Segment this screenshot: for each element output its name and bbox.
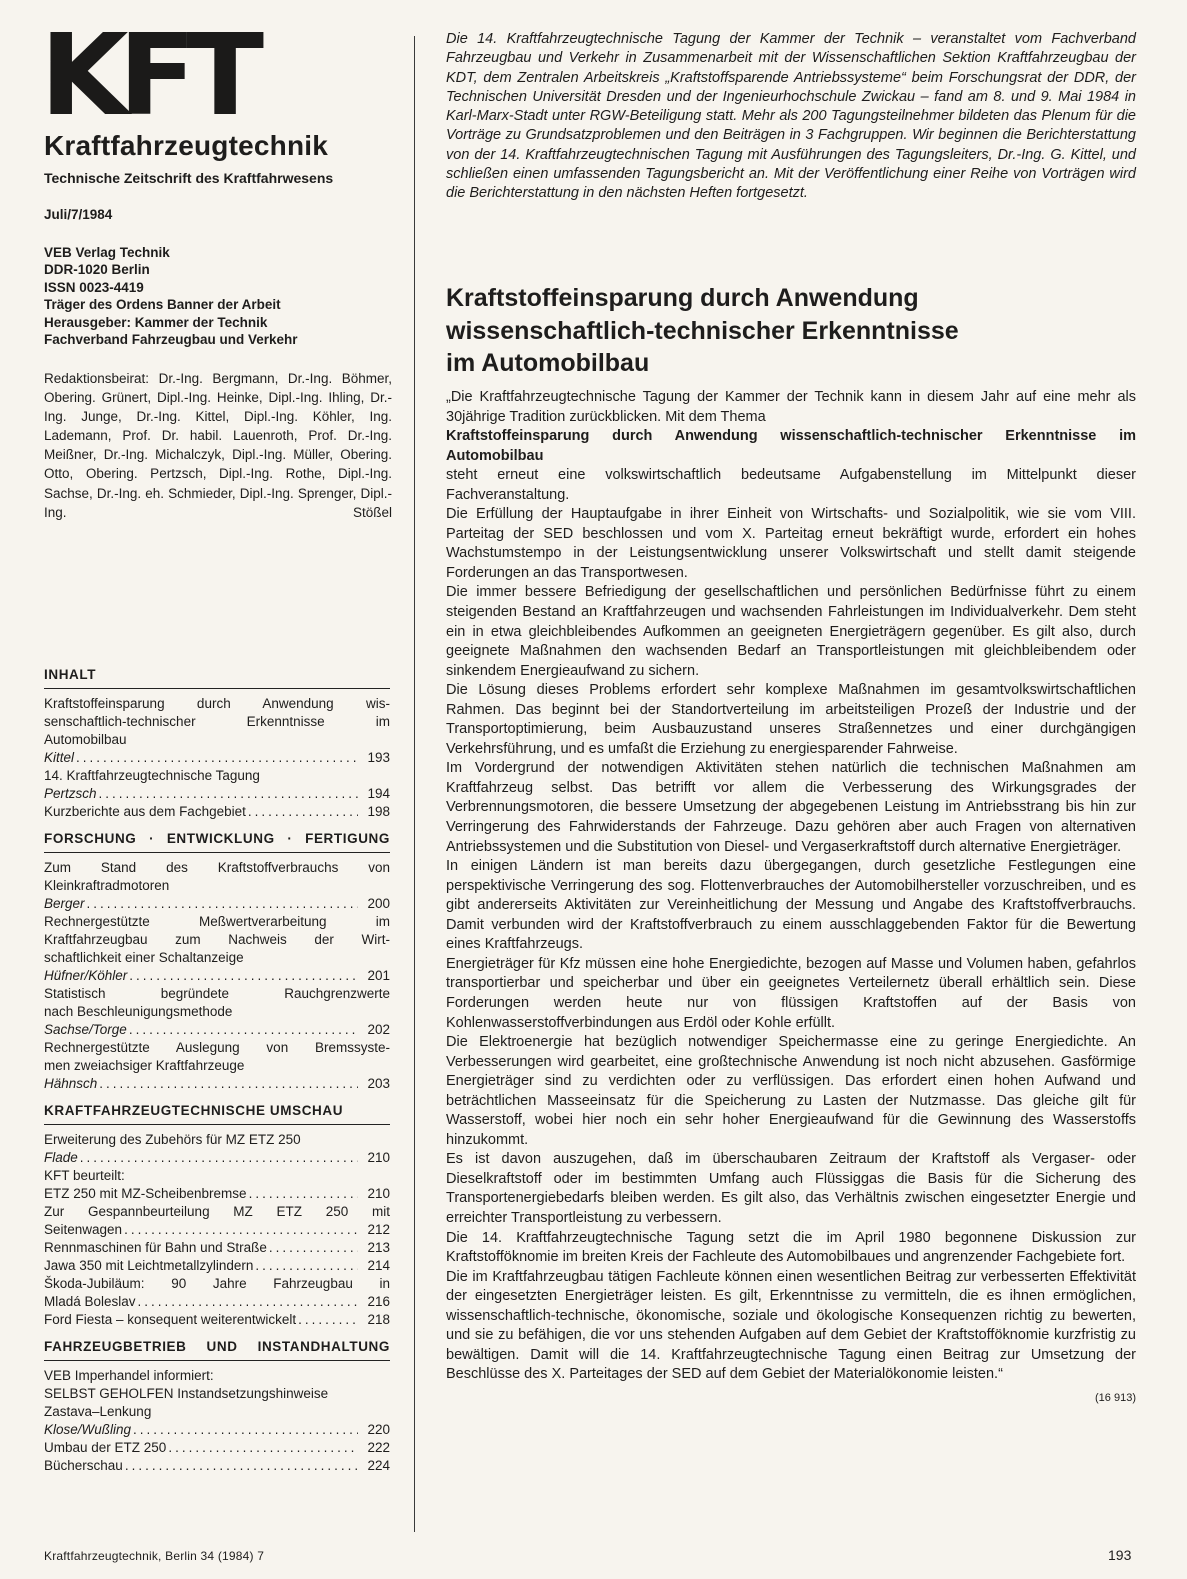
- magazine-subtitle: Technische Zeitschrift des Kraftfahrwesens: [44, 170, 334, 186]
- magazine-logo: KFT: [40, 11, 254, 141]
- toc-entry[interactable]: [44, 1149, 390, 1167]
- toc-entry-text: Kraftstoffeinsparung durch Anwendung wis-: [44, 696, 390, 711]
- body-paragraph: Die Erfüllung der Hauptaufgabe in ihrer Einheit von Wirtschafts- und Sozialpolitik, wie sie vom VIII. Parteitag der SED beschlossen und vom X. Parteitag erneut bekräftigt wurde, erfordert ein hohes Wachstumstempo in der Leistungsentwicklung unserer Volkswirtschaft und stellt damit steigende Forderungen an das Transportwesen.: [446, 506, 1136, 581]
- toc-entry-text: men zweiachsiger Kraftfahrzeuge: [44, 1058, 245, 1073]
- publisher-line: Fachverband Fahrzeugbau und Verkehr: [44, 332, 298, 348]
- publisher-line: DDR-1020 Berlin: [44, 262, 150, 278]
- toc-entry[interactable]: [44, 1021, 390, 1039]
- toc-entry[interactable]: [44, 803, 390, 821]
- body-paragraph: Die 14. Kraftfahrzeugtechnische Tagung setzt die im April 1980 begonnene Diskussion zur Kraftstofföknomie im breiten Kreis der Fachleute des Automobilbaues und angrenzender Fachgebiete fort.: [446, 1229, 1136, 1266]
- article-title-line: im Automobilbau: [446, 349, 650, 377]
- toc-entry[interactable]: [44, 1457, 390, 1475]
- toc-page: 203: [367, 1076, 390, 1091]
- editorial-board: Redaktionsbeirat: Dr.-Ing. Bergmann, Dr.-Ing. Böhmer, Obering. Grünert, Dipl.-Ing. Heinke, Dipl.-Ing. Ihling, Dr.-Ing. Junge, Dr.-Ing. Kittel, Dipl.-Ing. Köhler, Ing. Lademann, Prof. Dr. habil. Lauenroth, Prof. Dr.-Ing. Meißner, Dr.-Ing. Michalczyk, Dipl.-Ing. Müller, Obering. Otto, Obering. Pertzsch, Dipl.-Ing. Rothe, Dipl.-Ing. Sachse, Dr.-Ing. eh. Schmieder, Dipl.-Ing. Sprenger, Dipl.-Ing. Stößel: [44, 371, 392, 520]
- toc-page: 210: [367, 1186, 390, 1201]
- toc-page: 224: [367, 1458, 390, 1473]
- publisher-info: [44, 244, 298, 348]
- body-paragraph: Es ist davon auszugehen, daß im überschaubaren Zeitraum der Kraftstoff als Vergaser- oder Dieselkraftstoff oder im bestimmten Umfang auch Flüssiggas die Basis für die Sicherung des Transportenergiebedarfs bleiben werden. Es gilt also, das Verhältnis zwischen eingesetzter Energie und erreichter Transportleistung zu verbessern.: [446, 1151, 1136, 1226]
- body-paragraph: Im Vordergrund der notwendigen Aktivitäten stehen natürlich die technischen Maßnahmen am Kraftfahrzeug selbst. Das betrifft vor allem die Verbesserung des Wirkungsgrades der Verbrennungsmotoren, die bessere Umsetzung der abgegebenen Leistung im Antriebsstrang bis hin zur Verringerung des Fahrwiderstands der Fahrzeuge. Dazu gehören aber auch Fragen von alternativen Antriebssystemen und die Substitution von Diesel- und Vergaserkraftstoff durch alternative Energieträger.: [446, 760, 1136, 855]
- toc-entry[interactable]: [44, 749, 390, 767]
- toc-heading-word: FAHRZEUGBETRIEB: [44, 1339, 187, 1354]
- body-paragraph: Energieträger für Kfz müssen eine hohe Energiedichte, bezogen auf Masse und Volumen haben, gefahrlos transportierbar und speicherbar und über ein geeignetes Verteilernetz überall erhältlich sein. Diese Forderungen werden heute nur von flüssigen Kraftstoffen auf der Basis von Kohlenwasserstoffverbindungen aus Erdöl oder Kohle erfüllt.: [446, 955, 1136, 1031]
- toc-entry-text: Seitenwagen: [44, 1222, 123, 1237]
- toc-heading-word: ·: [149, 831, 155, 846]
- footer-journal-info: Kraftfahrzeugtechnik, Berlin 34 (1984) 7: [44, 1549, 265, 1563]
- toc-entry-text: Ford Fiesta – konsequent weiterentwickelt: [44, 1312, 297, 1327]
- toc-entry-text: schaftlichkeit einer Schaltanzeige: [44, 950, 244, 965]
- toc-entry[interactable]: [44, 1311, 390, 1329]
- toc-entry-text: ETZ 250 mit MZ-Scheibenbremse: [44, 1186, 247, 1201]
- toc-entry-text: SELBST GEHOLFEN Instandsetzungshinweise: [44, 1386, 329, 1401]
- toc-heading-word: INSTANDHALTUNG: [257, 1339, 390, 1354]
- toc-entry-text: Kleinkraftradmotoren: [44, 878, 170, 893]
- magazine-title: Kraftfahrzeugtechnik: [44, 130, 329, 161]
- toc-entry-text: Zur Gespannbeurteilung MZ ETZ 250 mit: [44, 1204, 390, 1219]
- toc-author: Kittel: [44, 750, 75, 765]
- article-body: [446, 388, 1136, 1408]
- toc-entry-text: Rennmaschinen für Bahn und Straße: [44, 1240, 267, 1255]
- toc-entry-text: Mladá Boleslav: [44, 1294, 136, 1309]
- toc-page: 202: [367, 1022, 390, 1037]
- toc-page: 210: [367, 1150, 390, 1165]
- toc-section-heading: [44, 829, 390, 853]
- toc-author: Flade: [44, 1150, 78, 1165]
- toc-heading-word: ·: [287, 831, 293, 846]
- toc-entry[interactable]: [44, 1257, 390, 1275]
- publisher-line: Herausgeber: Kammer der Technik: [44, 314, 268, 330]
- toc-entry-text: Bücherschau: [44, 1458, 123, 1473]
- toc-page: 222: [367, 1440, 390, 1455]
- toc-page: 200: [367, 896, 390, 911]
- toc-entry-text: senschaftlich-technischer Erkenntnisse im: [44, 714, 390, 729]
- toc-page: 194: [367, 786, 390, 801]
- toc-page: 216: [367, 1294, 390, 1309]
- toc-entry-text: Zum Stand des Kraftstoffverbrauchs von: [44, 860, 390, 875]
- toc-entry[interactable]: [44, 967, 390, 985]
- toc-author: Sachse/Torge: [44, 1022, 127, 1037]
- toc-entry-text: nach Beschleunigungsmethode: [44, 1004, 233, 1019]
- toc-entry-text: Kurzberichte aus dem Fachgebiet: [44, 804, 246, 819]
- toc-entry[interactable]: [44, 1185, 390, 1203]
- toc-entry-text: Statistisch begründete Rauchgrenzwerte: [44, 986, 390, 1001]
- table-of-contents: [44, 665, 390, 1475]
- toc-page: 213: [367, 1240, 390, 1255]
- toc-page: 193: [367, 750, 390, 765]
- publisher-line: VEB Verlag Technik: [44, 245, 170, 260]
- toc-entry-text: Umbau der ETZ 250: [44, 1440, 167, 1455]
- toc-entry-text: VEB Imperhandel informiert:: [44, 1368, 214, 1383]
- toc-entry-text: KFT beurteilt:: [44, 1168, 125, 1183]
- article-title: [446, 282, 1146, 380]
- toc-heading-word: FORSCHUNG: [44, 831, 137, 846]
- toc-entry-text: Jawa 350 mit Leichtmetallzylindern: [44, 1258, 254, 1273]
- toc-entry[interactable]: [44, 1421, 390, 1439]
- toc-page: 201: [367, 968, 390, 983]
- toc-entry-text: Zastava–Lenkung: [44, 1404, 152, 1419]
- body-paragraph-bold: Kraftstoffeinsparung durch Anwendung wissenschaftlich-technischer Erkenntnisse im Automobilbau: [446, 428, 1136, 464]
- toc-entry[interactable]: [44, 785, 390, 803]
- toc-entry[interactable]: [44, 1293, 390, 1311]
- toc-entry-text: Rechnergestützte Auslegung von Bremssyste-: [44, 1040, 390, 1055]
- toc-entry-text: Škoda-Jubiläum: 90 Jahre Fahrzeugbau in: [44, 1276, 390, 1291]
- issue-date: Juli/7/1984: [44, 207, 113, 222]
- toc-entry[interactable]: [44, 1075, 390, 1093]
- toc-page: 218: [367, 1312, 390, 1327]
- article-title-line: Kraftstoffeinsparung durch Anwendung: [446, 284, 919, 312]
- toc-entry-text: 14. Kraftfahrzeugtechnische Tagung: [44, 768, 260, 783]
- page-number: 193: [1108, 1547, 1132, 1563]
- reference-code: (16 913): [1095, 1391, 1136, 1404]
- body-paragraph: In einigen Ländern ist man bereits dazu übergegangen, durch gesetzliche Festlegungen eine perspektivische Verringerung des sog. Flottenverbrauches der Automobilhersteller vorzuschreiben, und es gibt andererseits Aktivitäten zur Vereinheitlichung der Messung und Angabe des Kraftstoffverbrauchs. Damit verbunden wird der Kraftstoffverbrauch zu einem ausschlaggebenden Faktor für die Bewertung eines Kraftfahrzeugs.: [446, 858, 1136, 953]
- toc-author: Hähnsch: [44, 1076, 98, 1091]
- column-divider: [414, 36, 415, 1532]
- toc-heading-word: FERTIGUNG: [305, 831, 390, 846]
- article-title-line: wissenschaftlich-technischer Erkenntnisse: [446, 316, 959, 345]
- body-paragraph: Die Elektroenergie hat bezüglich notwendiger Speichermasse eine zu geringe Energiedichte. An Verbesserungen wird gearbeitet, eine großtechnische Anwendung ist noch nicht abzusehen. Gasförmige Energieträger sind zu verdichten oder zu verflüssigen. Das erfordert einen hohen Aufwand und beträchtlichen Masseeinsatz für die Speicherung zu Lasten der Nutzmasse. Das gleiche gilt für Wasserstoff, wobei hier noch ein sehr hoher Energieaufwand für die Gewinnung des Wasserstoffs hinzukommt.: [446, 1034, 1136, 1148]
- toc-author: Klose/Wußling: [44, 1422, 132, 1437]
- body-paragraph: Die im Kraftfahrzeugbau tätigen Fachleute können einen wesentlichen Beitrag zur verbesserten Effektivität der eingesetzten Energieträger leisten. Es gilt, Erkenntnisse zu vermitteln, die es ihnen ermöglichen, wissenschaftlich-technische, ökonomische, soziale und ökologische Konsequenzen richtig zu bewerten, und sie zu befähigen, die vor uns stehenden Aufgaben auf dem Gebiet der Kraftstofföknomie kurzfristig zu bewältigen. Damit will die 14. Kraftfahrzeugtechnische Tagung einen Beitrag zur Umsetzung der Beschlüsse des X. Parteitages der SED auf dem Gebiet der Materialökonomie leisten.“: [446, 1268, 1136, 1383]
- toc-entry-text: Automobilbau: [44, 732, 127, 747]
- toc-page: 198: [367, 804, 390, 819]
- toc-author: Berger: [44, 896, 85, 911]
- toc-section-heading: KRAFTFAHRZEUGTECHNISCHE UMSCHAU: [44, 1101, 390, 1125]
- toc-entry[interactable]: [44, 895, 390, 913]
- toc-page: 212: [367, 1222, 390, 1237]
- toc-entry-text: Rechnergestützte Meßwertverarbeitung im: [44, 914, 390, 929]
- body-paragraph: Die immer bessere Befriedigung der gesellschaftlichen und persönlichen Bedürfnisse führt zu einem steigenden Bestand an Kraftfahrzeugen und wachsenden Fahrleistungen im Individualverkehr. Dem steht ein in etwa gleichbleibendes Aufkommen an geeigneten Energieträgern gegenüber. Es gilt also, durch geeignete Maßnahmen den wachsenden Bedarf an Transportleistungen mit gleichbleibendem oder sinkendem Energieaufwand zu sichern.: [446, 584, 1136, 679]
- toc-entry[interactable]: [44, 1221, 390, 1239]
- toc-page: 214: [367, 1258, 390, 1273]
- publisher-line: Träger des Ordens Banner der Arbeit: [44, 297, 281, 313]
- body-paragraph: steht erneut eine volkswirtschaftlich bedeutsame Aufgabenstellung im Mittelpunkt dieser Fachveranstaltung.: [446, 467, 1136, 503]
- publisher-line: ISSN 0023-4419: [44, 279, 144, 295]
- intro-paragraph: Die 14. Kraftfahrzeugtechnische Tagung der Kammer der Technik – veranstaltet vom Fachverband Fahrzeugbau und Verkehr in Zusammenarbeit mit der Wissenschaftlichen Sektion Kraftfahrzeugbau der KDT, dem Zentralen Arbeitskreis „Kraftstoffsparende Antriebssysteme“ beim Forschungsrat der DDR, der Technischen Universität Dresden und der Ingenieurhochschule Zwickau – fand am 8. und 9. Mai 1984 in Karl-Marx-Stadt unter RGW-Beteiligung statt. Mehr als 200 Tagungsteilnehmer bildeten das Plenum für die Vorträge zu Grundsatzproblemen und den Beiträgen in 3 Fachgruppen. Wir beginnen die Berichterstattung von der 14. Kraftfahrzeugtechnischen Tagung mit Ausführungen des Tagungsleiters, Dr.-Ing. G. Kittel, und schließen einen umfassenden Tagungsbericht an. Mit der Veröffentlichung einer Reihe von Vorträgen wird die Berichterstattung in den nächsten Heften fortgesetzt.: [446, 31, 1136, 202]
- body-paragraph: „Die Kraftfahrzeugtechnische Tagung der Kammer der Technik kann in diesem Jahr auf eine mehr als 30jährige Tradition zurückblicken. Mit dem Thema: [446, 389, 1136, 425]
- toc-heading-word: UND: [206, 1339, 238, 1354]
- toc-heading-word: ENTWICKLUNG: [166, 831, 275, 846]
- toc-entry-text: Kraftfahrzeugbau zum Nachweis der Wirt-: [44, 932, 390, 947]
- toc-section-heading: [44, 1337, 390, 1361]
- body-paragraph: Die Lösung dieses Problems erfordert sehr komplexe Maßnahmen im gesamtvolkswirtschaftlichen Rahmen. Das beginnt bei der Standortverteilung im arbeitsteiligen Prozeß der Industrie und der Transportoptimierung, beim Ausbauzustand unseres Straßennetzes und einer durchgängigen Verkehrsführung, und es umfaßt die Erziehung zu energiesparender Fahrweise.: [446, 682, 1136, 757]
- toc-author: Pertzsch: [44, 786, 97, 801]
- toc-entry[interactable]: [44, 1439, 390, 1457]
- toc-entry[interactable]: [44, 1239, 390, 1257]
- toc-heading: INHALT: [44, 665, 390, 689]
- toc-page: 220: [367, 1422, 390, 1437]
- toc-entry-text: Erweiterung des Zubehörs für MZ ETZ 250: [44, 1132, 301, 1147]
- toc-author: Hüfner/Köhler: [44, 968, 128, 983]
